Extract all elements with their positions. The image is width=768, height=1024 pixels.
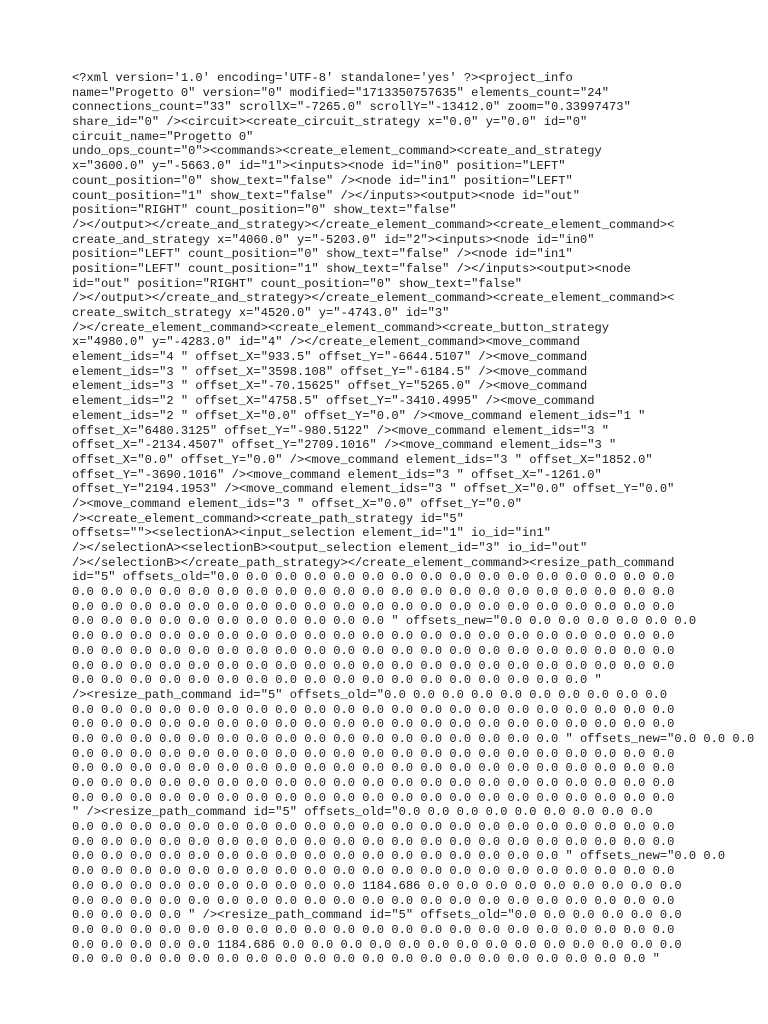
document-text-line: 0.0 0.0 0.0 0.0 0.0 0.0 0.0 0.0 0.0 0.0 0.0 0.0 0.0 0.0 0.0 0.0 0.0 " offsets_new="0.0 0.0 0.0 <box>72 731 755 746</box>
document-text-line: <?xml version='1.0' encoding='UTF-8' standalone='yes' ?><project_info <box>72 71 573 85</box>
document-text-line: element_ids="2 " offset_X="4758.5" offset_Y="-3410.4995" /><move_command <box>72 394 595 409</box>
document-text-line: count_position="0" show_text="false" /><node id="in1" position="LEFT" <box>72 173 573 188</box>
document-text-line: 0.0 0.0 0.0 0.0 0.0 0.0 0.0 0.0 0.0 0.0 0.0 0.0 0.0 0.0 0.0 0.0 0.0 0.0 0.0 0.0 0.0 <box>72 893 675 908</box>
document-text-line: 0.0 0.0 0.0 0.0 0.0 0.0 0.0 0.0 0.0 0.0 0.0 0.0 0.0 0.0 0.0 0.0 0.0 0.0 0.0 0.0 0.0 <box>72 658 675 673</box>
document-text-line: connections_count="33" scrollX="-7265.0" scrollY="-13412.0" zoom="0.33997473" <box>72 100 631 115</box>
document-text-line: 0.0 0.0 0.0 0.0 0.0 0.0 0.0 0.0 0.0 0.0 1184.686 0.0 0.0 0.0 0.0 0.0 0.0 0.0 0.0 0.0 <box>72 878 682 893</box>
document-text-line: x="4980.0" y="-4283.0" id="4" /></create_element_command><move_command <box>72 335 581 350</box>
document-text-line: circuit_name="Progetto 0" <box>72 129 254 144</box>
document-text-line: element_ids="3 " offset_X="3598.108" offset_Y="-6184.5" /><move_command <box>72 364 588 379</box>
document-text-line: /></selectionB></create_path_strategy></create_element_command><resize_path_command <box>72 555 675 570</box>
document-text-line: offset_Y="-3690.1016" /><move_command element_ids="3 " offset_X="-1261.0" <box>72 467 602 482</box>
document-text-line: position="LEFT" count_position="1" show_text="false" /></inputs><output><node <box>72 261 631 276</box>
document-text-line: share_id="0" /><circuit><create_circuit_strategy x="0.0" y="0.0" id="0" <box>72 115 588 130</box>
document-text-line: name="Progetto 0" version="0" modified="1713350757635" elements_count="24" <box>72 85 610 100</box>
document-text-line: 0.0 0.0 0.0 0.0 0.0 0.0 0.0 0.0 0.0 0.0 0.0 0.0 0.0 0.0 0.0 0.0 0.0 0.0 0.0 0.0 0.0 <box>72 585 675 600</box>
document-text-line: element_ids="2 " offset_X="0.0" offset_Y="0.0" /><move_command element_ids="1 " <box>72 408 646 423</box>
document-text-line: /></output></create_and_strategy></create_element_command><create_element_command>< <box>72 291 675 306</box>
document-text-line: 0.0 0.0 0.0 0.0 0.0 0.0 0.0 0.0 0.0 0.0 0.0 0.0 0.0 0.0 0.0 0.0 0.0 0.0 0.0 0.0 0.0 <box>72 629 675 644</box>
document-text-line: id="5" offsets_old="0.0 0.0 0.0 0.0 0.0 0.0 0.0 0.0 0.0 0.0 0.0 0.0 0.0 0.0 0.0 0.0 <box>72 570 675 585</box>
document-text-line: position="LEFT" count_position="0" show_text="false" /><node id="in1" <box>72 247 573 262</box>
document-text-line: element_ids="3 " offset_X="-70.15625" offset_Y="5265.0" /><move_command <box>72 379 588 394</box>
document-text-line: count_position="1" show_text="false" /></inputs><output><node id="out" <box>72 188 581 203</box>
document-text-line: offset_X="6480.3125" offset_Y="-980.5122" /><move_command element_ids="3 " <box>72 423 610 438</box>
document-text-line: 0.0 0.0 0.0 0.0 0.0 0.0 0.0 0.0 0.0 0.0 0.0 0.0 0.0 0.0 0.0 0.0 0.0 0.0 0.0 0.0 0.0 <box>72 820 675 835</box>
document-text-line: 0.0 0.0 0.0 0.0 0.0 0.0 0.0 0.0 0.0 0.0 0.0 0.0 0.0 0.0 0.0 0.0 0.0 0.0 0.0 0.0 " <box>72 952 660 967</box>
document-text-line: undo_ops_count="0"><commands><create_element_command><create_and_strategy <box>72 144 602 159</box>
document-text-line: 0.0 0.0 0.0 0.0 0.0 0.0 0.0 0.0 0.0 0.0 0.0 0.0 0.0 0.0 0.0 0.0 0.0 0.0 0.0 0.0 0.0 <box>72 864 675 879</box>
document-text-line: 0.0 0.0 0.0 0.0 0.0 0.0 0.0 0.0 0.0 0.0 0.0 0.0 0.0 0.0 0.0 0.0 0.0 0.0 0.0 0.0 0.0 <box>72 599 675 614</box>
document-text-line: position="RIGHT" count_position="0" show_text="false" <box>72 203 457 218</box>
document-text-line: 0.0 0.0 0.0 0.0 0.0 0.0 0.0 0.0 0.0 0.0 0.0 0.0 0.0 0.0 0.0 0.0 0.0 0.0 0.0 0.0 0.0 <box>72 761 675 776</box>
document-text-line: create_switch_strategy x="4520.0" y="-4743.0" id="3" <box>72 306 450 320</box>
document-text-line: element_ids="4 " offset_X="933.5" offset_Y="-6644.5107" /><move_command <box>72 350 588 365</box>
document-text-line: 0.0 0.0 0.0 0.0 0.0 0.0 0.0 0.0 0.0 0.0 0.0 0.0 0.0 0.0 0.0 0.0 0.0 0.0 0.0 0.0 0.0 <box>72 643 675 658</box>
document-text-line: /><resize_path_command id="5" offsets_old="0.0 0.0 0.0 0.0 0.0 0.0 0.0 0.0 0.0 0.0 <box>72 687 668 702</box>
document-text-line: 0.0 0.0 0.0 0.0 0.0 0.0 0.0 0.0 0.0 0.0 0.0 0.0 0.0 0.0 0.0 0.0 0.0 " offsets_new="0.0 0.0 <box>72 849 726 864</box>
document-text-line: offsets=""><selectionA><input_selection element_id="1" io_id="in1" <box>72 526 551 541</box>
document-text-line: 0.0 0.0 0.0 0.0 0.0 0.0 0.0 0.0 0.0 0.0 0.0 0.0 0.0 0.0 0.0 0.0 0.0 0.0 0.0 0.0 0.0 <box>72 746 675 761</box>
xml-source-text <box>72 71 755 967</box>
document-text-line: 0.0 0.0 0.0 0.0 0.0 0.0 0.0 0.0 0.0 0.0 0.0 0.0 0.0 0.0 0.0 0.0 0.0 0.0 0.0 0.0 0.0 <box>72 702 675 717</box>
document-text-line: 0.0 0.0 0.0 0.0 0.0 0.0 0.0 0.0 0.0 0.0 0.0 " offsets_new="0.0 0.0 0.0 0.0 0.0 0.0 0.0 <box>72 614 697 629</box>
document-text-line: 0.0 0.0 0.0 0.0 0.0 0.0 0.0 0.0 0.0 0.0 0.0 0.0 0.0 0.0 0.0 0.0 0.0 0.0 0.0 0.0 0.0 <box>72 790 675 805</box>
document-text-line: 0.0 0.0 0.0 0.0 0.0 0.0 0.0 0.0 0.0 0.0 0.0 0.0 0.0 0.0 0.0 0.0 0.0 0.0 0.0 0.0 0.0 <box>72 717 675 732</box>
document-text-line: offset_X="-2134.4507" offset_Y="2709.1016" /><move_command element_ids="3 " <box>72 438 617 453</box>
document-text-line: 0.0 0.0 0.0 0.0 0.0 0.0 0.0 0.0 0.0 0.0 0.0 0.0 0.0 0.0 0.0 0.0 0.0 0.0 0.0 0.0 0.0 <box>72 834 675 849</box>
document-text-line: offset_Y="2194.1953" /><move_command element_ids="3 " offset_X="0.0" offset_Y="0.0" <box>72 482 675 497</box>
document-text-line: x="3600.0" y="-5663.0" id="1"><inputs><node id="in0" position="LEFT" <box>72 159 566 174</box>
document-text-line: /></selectionA><selectionB><output_selection element_id="3" io_id="out" <box>72 541 588 555</box>
document-text-line: 0.0 0.0 0.0 0.0 0.0 0.0 0.0 0.0 0.0 0.0 0.0 0.0 0.0 0.0 0.0 0.0 0.0 0.0 0.0 0.0 0.0 <box>72 776 675 790</box>
document-text-line: " /><resize_path_command id="5" offsets_old="0.0 0.0 0.0 0.0 0.0 0.0 0.0 0.0 0.0 <box>72 805 653 820</box>
document-text-line: 0.0 0.0 0.0 0.0 " /><resize_path_command id="5" offsets_old="0.0 0.0 0.0 0.0 0.0 0.0 <box>72 908 682 923</box>
document-text-line: /><create_element_command><create_path_strategy id="5" <box>72 511 464 526</box>
document-text-line: /><move_command element_ids="3 " offset_X="0.0" offset_Y="0.0" <box>72 496 522 511</box>
document-text-line: 0.0 0.0 0.0 0.0 0.0 0.0 0.0 0.0 0.0 0.0 0.0 0.0 0.0 0.0 0.0 0.0 0.0 0.0 " <box>72 673 602 688</box>
document-text-line: create_and_strategy x="4060.0" y="-5203.0" id="2"><inputs><node id="in0" <box>72 232 595 247</box>
document-text-line: offset_X="0.0" offset_Y="0.0" /><move_command element_ids="3 " offset_X="1852.0" <box>72 452 653 467</box>
document-text-line: 0.0 0.0 0.0 0.0 0.0 1184.686 0.0 0.0 0.0 0.0 0.0 0.0 0.0 0.0 0.0 0.0 0.0 0.0 0.0 0.0 <box>72 937 682 952</box>
document-text-line: /></output></create_and_strategy></create_element_command><create_element_command>< <box>72 217 675 232</box>
document-text-line: /></create_element_command><create_element_command><create_button_strategy <box>72 320 610 335</box>
document-text-line: 0.0 0.0 0.0 0.0 0.0 0.0 0.0 0.0 0.0 0.0 0.0 0.0 0.0 0.0 0.0 0.0 0.0 0.0 0.0 0.0 0.0 <box>72 922 675 937</box>
document-text-line: id="out" position="RIGHT" count_position="0" show_text="false" <box>72 276 522 291</box>
